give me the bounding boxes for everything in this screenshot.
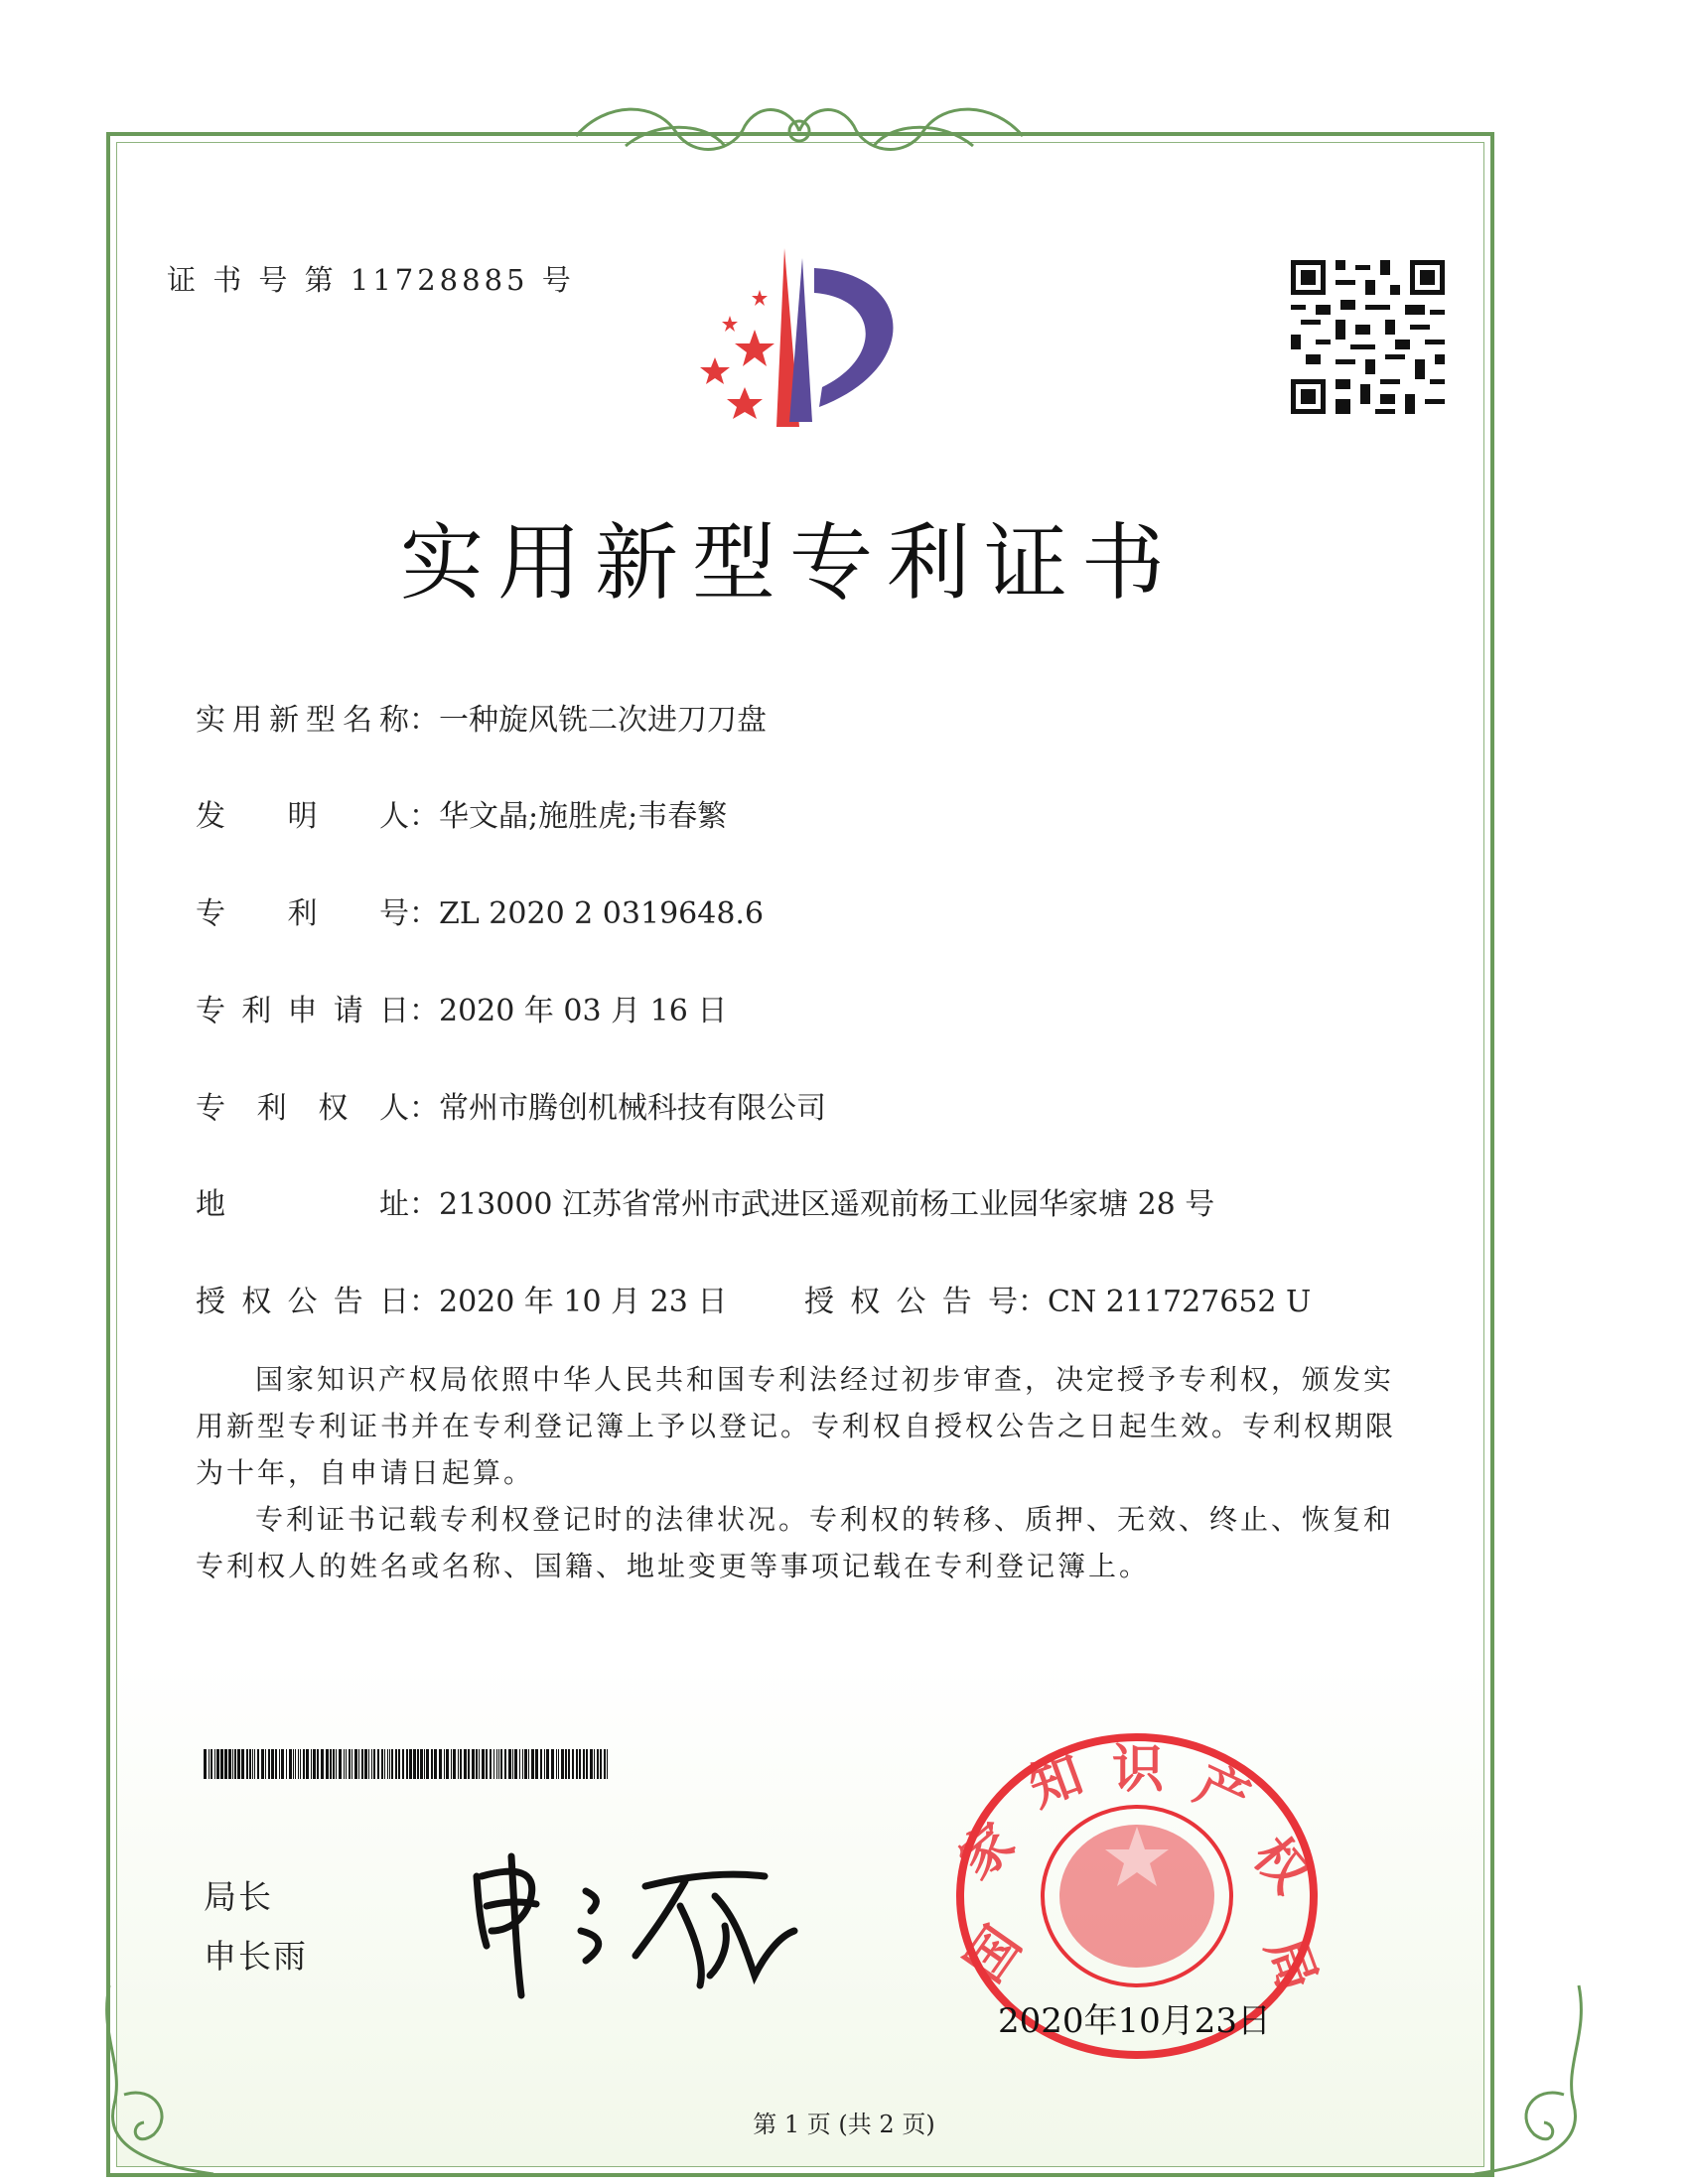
barcode-bar xyxy=(500,1749,502,1779)
field-label: 发明人 xyxy=(196,799,409,834)
field-application-date xyxy=(196,986,727,1029)
field-patentee xyxy=(196,1083,826,1127)
svg-text:局: 局 xyxy=(1253,1929,1329,1999)
barcode-bar xyxy=(406,1749,408,1779)
certificate-statement xyxy=(196,1356,1417,1589)
barcode-bar xyxy=(306,1749,309,1779)
director-signature xyxy=(467,1837,804,2005)
bottom-left-ornament xyxy=(94,1976,243,2184)
barcode-bar xyxy=(579,1749,581,1779)
barcode-bar xyxy=(540,1749,542,1779)
barcode-bar xyxy=(528,1749,529,1779)
barcode-bar xyxy=(249,1749,251,1779)
barcode-bar xyxy=(402,1749,404,1779)
barcode-bar xyxy=(373,1749,375,1779)
barcode-bar xyxy=(583,1749,585,1779)
barcode-bar xyxy=(311,1749,312,1779)
barcode-bar xyxy=(298,1749,299,1779)
field-separator: ： xyxy=(409,1187,439,1222)
barcode-bar xyxy=(590,1749,593,1779)
barcode-bar xyxy=(453,1749,456,1779)
barcode-bar xyxy=(458,1749,459,1779)
field-separator: ： xyxy=(1018,1285,1048,1319)
barcode-bar xyxy=(286,1749,287,1779)
barcode-bar xyxy=(558,1749,559,1779)
barcode-bar xyxy=(261,1749,264,1779)
barcode-bar xyxy=(600,1749,602,1779)
barcode-bar xyxy=(519,1749,520,1779)
barcode-bar xyxy=(544,1749,545,1779)
statement-paragraph: 专利证书记载专利权登记时的法律状况。专利权的转移、质押、无效、终止、恢复和专利权人的姓名或名称、国籍、地址变更等事项记载在专利登记簿上。 xyxy=(196,1503,1395,1582)
field-patent-number xyxy=(196,888,764,932)
barcode-bar xyxy=(336,1749,337,1779)
barcode-bar xyxy=(209,1749,210,1779)
field-announcement-number xyxy=(804,1277,1311,1320)
barcode-bar xyxy=(395,1749,397,1779)
field-value: ZL 2020 2 0319648.6 xyxy=(439,896,765,931)
svg-text:权: 权 xyxy=(1241,1826,1322,1905)
barcode-bar xyxy=(576,1749,578,1779)
barcode-bar xyxy=(300,1749,301,1779)
svg-text:国: 国 xyxy=(953,1915,1034,1993)
director-title: 局长 xyxy=(204,1877,273,1916)
barcode-bar xyxy=(556,1749,557,1779)
field-value: CN 211727652 U xyxy=(1048,1285,1312,1319)
barcode-bar xyxy=(371,1749,372,1779)
barcode-bar xyxy=(420,1749,423,1779)
field-label: 专利申请日 xyxy=(196,994,409,1028)
barcode-bar xyxy=(417,1749,419,1779)
field-utility-model-name xyxy=(196,695,767,739)
barcode-bar xyxy=(232,1749,233,1779)
field-label: 地址 xyxy=(196,1187,409,1222)
barcode-bar xyxy=(476,1749,478,1779)
svg-text:识: 识 xyxy=(1112,1739,1165,1800)
barcode-bar xyxy=(271,1749,274,1779)
barcode-bar xyxy=(275,1749,277,1779)
barcode-bar xyxy=(241,1749,244,1779)
barcode-bar xyxy=(496,1749,497,1779)
barcode-bar xyxy=(303,1749,305,1779)
field-label: 专利号 xyxy=(196,896,409,931)
barcode-bar xyxy=(472,1749,475,1779)
barcode-bar xyxy=(265,1749,266,1779)
barcode-bar xyxy=(361,1749,363,1779)
top-ornament xyxy=(566,91,1033,171)
barcode-bar xyxy=(594,1749,595,1779)
field-value: 213000 江苏省常州市武进区遥观前杨工业园华家塘 28 号 xyxy=(439,1187,1215,1222)
field-separator: ： xyxy=(409,703,439,738)
barcode-bar xyxy=(354,1749,357,1779)
svg-text:知: 知 xyxy=(1021,1744,1091,1820)
cnipa-logo xyxy=(685,248,933,432)
barcode-bar xyxy=(293,1749,294,1779)
field-label: 实用新型名称 xyxy=(196,703,409,738)
barcode-bar xyxy=(546,1749,549,1779)
barcode-bar xyxy=(387,1749,388,1779)
field-value: 2020 年 03 月 16 日 xyxy=(439,994,728,1028)
barcode-bar xyxy=(551,1749,554,1779)
barcode-bar xyxy=(498,1749,499,1779)
barcode-bar xyxy=(508,1749,511,1779)
field-separator: ： xyxy=(409,1091,439,1126)
field-separator: ： xyxy=(409,994,439,1028)
barcode-bar xyxy=(349,1749,351,1779)
statement-paragraph: 国家知识产权局依照中华人民共和国专利法经过初步审查，决定授予专利权，颁发实用新型专利证书并在专利登记簿上予以登记。专利权自授权公告之日起生效。专利权期限为十年，自申请日起算。 xyxy=(196,1363,1397,1489)
qr-code xyxy=(1291,260,1445,414)
barcode-bar xyxy=(389,1749,390,1779)
barcode-bar xyxy=(234,1749,236,1779)
page-title: 实用新型专利证书 xyxy=(399,514,1179,612)
barcode-bar xyxy=(572,1749,574,1779)
barcode-bar xyxy=(321,1749,324,1779)
barcode-bar xyxy=(482,1749,485,1779)
svg-text:家: 家 xyxy=(947,1811,1027,1891)
barcode-bar xyxy=(246,1749,248,1779)
barcode-bar xyxy=(381,1749,383,1779)
barcode-bar xyxy=(237,1749,240,1779)
barcode-bar xyxy=(279,1749,280,1779)
barcode-bar xyxy=(468,1749,470,1779)
barcode-bar xyxy=(224,1749,227,1779)
barcode-bar xyxy=(524,1749,527,1779)
barcode-bar xyxy=(460,1749,462,1779)
svg-text:产: 产 xyxy=(1186,1753,1259,1831)
barcode-bar xyxy=(216,1749,219,1779)
barcode-bar xyxy=(568,1749,570,1779)
field-label: 专利权人 xyxy=(196,1091,409,1126)
field-separator: ： xyxy=(409,799,439,834)
barcode-bar xyxy=(295,1749,296,1779)
field-value: 华文晶;施胜虎;韦春繁 xyxy=(439,799,728,834)
field-value: 2020 年 10 月 23 日 xyxy=(439,1285,728,1319)
field-label: 授权公告日 xyxy=(196,1285,409,1319)
seal-date: 2020年10月23日 xyxy=(998,2001,1272,2041)
barcode-bar xyxy=(289,1749,292,1779)
certificate-number: 证 书 号 第 11728885 号 xyxy=(167,263,575,297)
barcode-bar xyxy=(451,1749,452,1779)
barcode-bar xyxy=(391,1749,393,1779)
barcode-bar xyxy=(424,1749,425,1779)
barcode-bar xyxy=(358,1749,359,1779)
barcode-bar xyxy=(317,1749,319,1779)
barcode-bar xyxy=(281,1749,284,1779)
barcode-bar xyxy=(220,1749,223,1779)
barcode-bar xyxy=(434,1749,437,1779)
field-value: 一种旋风铣二次进刀刀盘 xyxy=(439,703,767,738)
director-name: 申长雨 xyxy=(204,1937,308,1976)
barcode-bar xyxy=(607,1749,608,1779)
barcode-bar xyxy=(268,1749,270,1779)
barcode-bar xyxy=(204,1749,207,1779)
barcode-bar xyxy=(439,1749,442,1779)
field-inventors xyxy=(196,791,727,835)
barcode-bar xyxy=(413,1749,416,1779)
barcode-bar xyxy=(514,1749,517,1779)
field-address xyxy=(196,1179,1214,1223)
barcode-bar xyxy=(398,1749,400,1779)
barcode-bar xyxy=(211,1749,212,1779)
field-label: 授权公告号 xyxy=(804,1285,1018,1319)
barcode-bar xyxy=(444,1749,445,1779)
barcode-bar xyxy=(377,1749,379,1779)
barcode-bar xyxy=(409,1749,412,1779)
barcode-bar xyxy=(512,1749,513,1779)
barcode-bar xyxy=(384,1749,385,1779)
barcode-bar xyxy=(339,1749,342,1779)
barcode-bar xyxy=(313,1749,316,1779)
field-value: 常州市腾创机械科技有限公司 xyxy=(439,1091,826,1126)
barcode-bar xyxy=(586,1749,588,1779)
barcode-bar xyxy=(431,1749,433,1779)
barcode xyxy=(204,1749,611,1779)
barcode-bar xyxy=(368,1749,369,1779)
barcode-bar xyxy=(346,1749,347,1779)
bottom-right-ornament xyxy=(1445,1976,1594,2184)
barcode-bar xyxy=(493,1749,494,1779)
barcode-bar xyxy=(228,1749,231,1779)
page-number: 第 1 页 (共 2 页) xyxy=(753,2111,935,2138)
barcode-bar xyxy=(561,1749,564,1779)
barcode-bar xyxy=(446,1749,449,1779)
barcode-bar xyxy=(257,1749,259,1779)
barcode-bar xyxy=(214,1749,215,1779)
field-separator: ： xyxy=(409,896,439,931)
barcode-bar xyxy=(597,1749,599,1779)
barcode-bar xyxy=(504,1749,506,1779)
barcode-bar xyxy=(426,1749,429,1779)
barcode-bar xyxy=(565,1749,567,1779)
barcode-bar xyxy=(604,1749,606,1779)
barcode-bar xyxy=(333,1749,335,1779)
barcode-bar xyxy=(254,1749,255,1779)
barcode-bar xyxy=(490,1749,492,1779)
barcode-bar xyxy=(344,1749,345,1779)
barcode-bar xyxy=(479,1749,480,1779)
barcode-bar xyxy=(486,1749,488,1779)
barcode-bar xyxy=(522,1749,523,1779)
barcode-bar xyxy=(326,1749,329,1779)
barcode-bar xyxy=(531,1749,534,1779)
field-grant-date xyxy=(196,1277,727,1320)
barcode-bar xyxy=(364,1749,367,1779)
barcode-bar xyxy=(535,1749,538,1779)
barcode-bar xyxy=(330,1749,332,1779)
barcode-bar xyxy=(464,1749,467,1779)
field-separator: ： xyxy=(409,1285,439,1319)
barcode-bar xyxy=(252,1749,253,1779)
